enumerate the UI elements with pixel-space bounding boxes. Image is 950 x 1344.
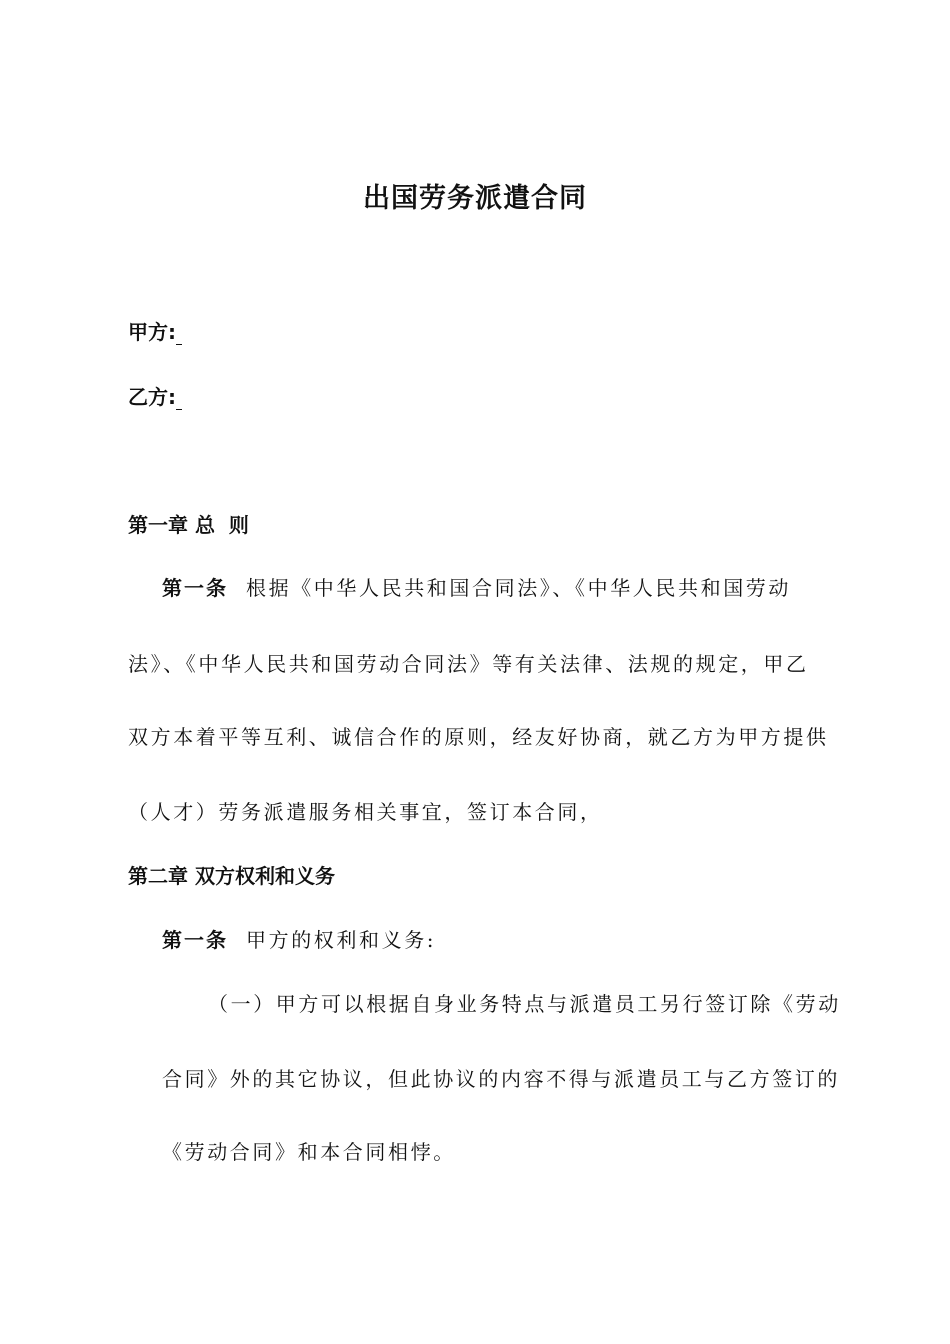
party-a-label: 甲方: [128,320,176,344]
chapter-2-heading: 第二章 双方权利和义务 [128,864,335,888]
article-label: 第一条 [162,928,228,952]
paragraph-text: 根据《中华人民共和国合同法》、《中华人民共和国劳动 [246,576,791,600]
chapter-1-article-1-line-1 [162,572,791,601]
party-a-blank [176,326,182,345]
party-b-line [128,381,182,410]
document-title: 出国劳务派遣合同 [363,183,587,214]
chapter-1-heading: 第一章 总 则 [128,513,249,537]
chapter-2-item-1-line-3: 《劳动合同》和本合同相悖。 [162,1140,456,1164]
party-b-blank [176,391,182,410]
chapter-1-article-1-line-3: 双方本着平等互利、诚信合作的原则，经友好协商，就乙方为甲方提供 [128,725,829,749]
paragraph-text: 甲方的权利和义务: [246,928,437,952]
chapter-2-article-1-line [162,924,436,953]
chapter-2-item-1-line-1: （一）甲方可以根据自身业务特点与派遣员工另行签订除《劳动 [208,992,841,1016]
chapter-1-article-1-line-2: 法》、《中华人民共和国劳动合同法》等有关法律、法规的规定，甲乙 [128,652,809,676]
article-label: 第一条 [162,576,228,600]
party-b-label: 乙方: [128,385,176,409]
chapter-1-article-1-line-4: （人才）劳务派遣服务相关事宜，签订本合同， [128,800,603,824]
chapter-2-item-1-line-2: 合同》外的其它协议，但此协议的内容不得与派遣员工与乙方签订的 [162,1067,840,1091]
party-a-line [128,316,182,345]
